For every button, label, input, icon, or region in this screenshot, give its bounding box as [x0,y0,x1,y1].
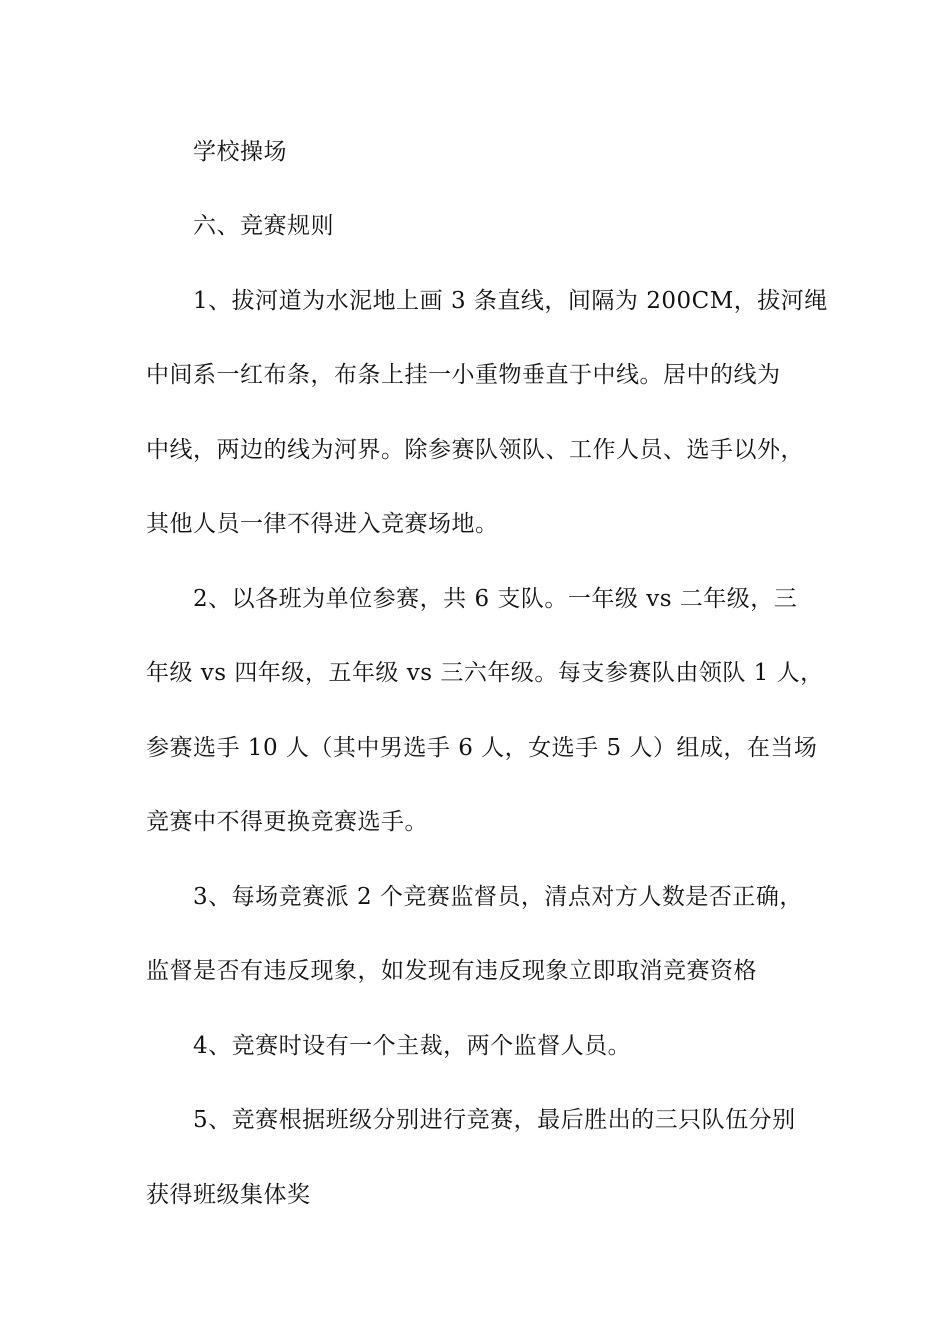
rule-3-line-1: 3、每场竞赛派 2 个竞赛监督员，清点对方人数是否正确， [193,884,803,910]
section-heading: 六、竞赛规则 [193,213,334,239]
venue-text: 学校操场 [193,139,287,165]
rule-1-line-2: 中间系一红布条，布条上挂一小重物垂直于中线。居中的线为 [146,362,781,388]
rule-1-line-4: 其他人员一律不得进入竞赛场地。 [146,511,499,537]
rule-3-line-2: 监督是否有违反现象，如发现有违反现象立即取消竞赛资格 [146,958,757,984]
rule-5-line-1: 5、竞赛根据班级分别进行竞赛，最后胜出的三只队伍分别 [193,1107,796,1133]
rule-2-line-4: 竞赛中不得更换竞赛选手。 [146,809,428,835]
rule-4-line-1: 4、竞赛时设有一个主裁，两个监督人员。 [193,1033,632,1059]
rule-5-line-2: 获得班级集体奖 [146,1182,311,1208]
rule-1-line-3: 中线，两边的线为河界。除参赛队领队、工作人员、选手以外， [146,437,804,463]
rule-2-line-1: 2、以各班为单位参赛，共 6 支队。一年级 vs 二年级，三 [193,586,798,612]
rule-2-line-3: 参赛选手 10 人（其中男选手 6 人，女选手 5 人）组成，在当场 [146,735,818,761]
rule-1-line-1: 1、拔河道为水泥地上画 3 条直线，间隔为 200CM，拔河绳 [193,288,828,314]
rule-2-line-2: 年级 vs 四年级，五年级 vs 三六年级。每支参赛队由领队 1 人， [146,660,824,686]
